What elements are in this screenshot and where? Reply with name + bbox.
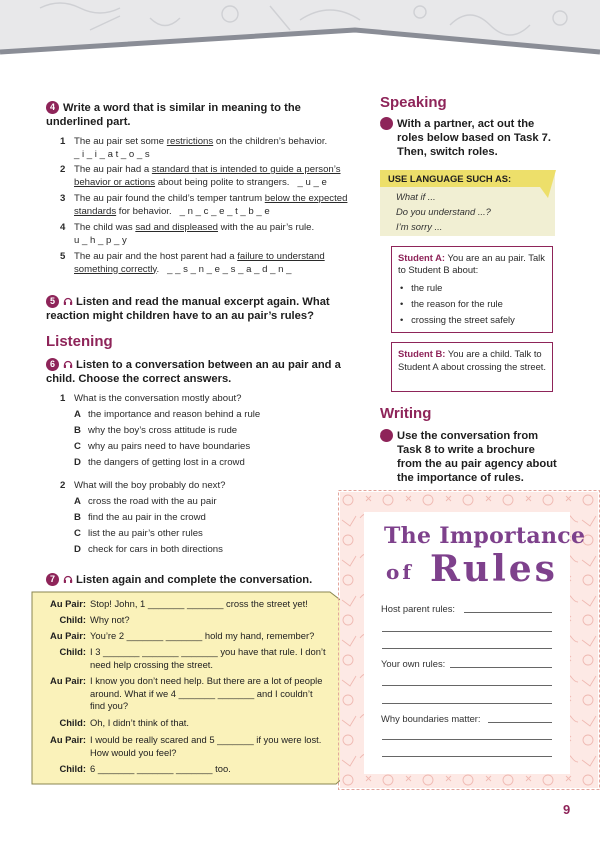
task-5-title: [46, 295, 346, 323]
boundaries-label: Why boundaries matter:: [381, 713, 481, 724]
task-8-number: 8: [380, 117, 393, 130]
page-number: 9: [563, 802, 571, 817]
q1-option-b[interactable]: B why the boy’s cross attitude is rude: [74, 425, 238, 436]
task-4-title: [46, 101, 346, 129]
host-parent-rules-line-3[interactable]: [382, 648, 552, 649]
phrase-1: What if ...: [396, 191, 436, 202]
task-7-title: [46, 573, 346, 587]
task-7-instruction: Listen again and complete the conversation.: [76, 574, 313, 586]
answer-hint: _ u _ e: [297, 176, 327, 188]
listening-heading: Listening: [46, 333, 113, 350]
language-box-arrow: [540, 170, 556, 200]
task-4-item-2: 2 The au pair had a standard that is intended to guide a person’s behavior or actions about being polite to strangers. _ u _ e: [60, 164, 341, 188]
task-4-item-1: 1 The au pair set some restrictions on the children’s behavior. _ i _ i _ a t _ o _ s: [60, 136, 328, 160]
own-rules-line-1[interactable]: [450, 667, 552, 668]
phrase-3: I’m sorry ...: [396, 221, 443, 232]
student-a-bullet-3: • crossing the street safely: [400, 314, 515, 325]
answer-hint: _ i _ i _ a t _ o _ s: [74, 148, 150, 160]
student-a-bullet-1: • the rule: [400, 282, 443, 293]
host-parent-rules-label: Host parent rules:: [381, 603, 455, 614]
host-parent-rules-line-1[interactable]: [464, 612, 552, 613]
own-rules-label: Your own rules:: [381, 658, 446, 669]
boundaries-line-3[interactable]: [382, 756, 552, 757]
q2-option-c[interactable]: C list the au pair’s other rules: [74, 528, 203, 539]
brochure-title-line-1: The Importance: [384, 523, 586, 549]
language-box-title: USE LANGUAGE SUCH AS:: [388, 173, 512, 184]
headphones-icon: [63, 574, 73, 584]
task-9-instruction: Use the conversation from Task 8 to write a brochure from the au pair agency about the importance of rules.: [397, 430, 557, 484]
header-banner: [0, 0, 600, 62]
task-5-instruction: Listen and read the manual excerpt again. What reaction might children have to an au pair’s rules?: [46, 296, 330, 322]
question-2: 2 What will the boy probably do next?: [60, 480, 226, 491]
q2-option-d[interactable]: D check for cars in both directions: [74, 544, 223, 555]
speaking-heading: Speaking: [380, 94, 447, 111]
task-7-number: 7: [46, 573, 59, 586]
q2-option-a[interactable]: A cross the road with the au pair: [74, 496, 217, 507]
boundaries-line-1[interactable]: [488, 722, 552, 723]
task-4-number: 4: [46, 101, 59, 114]
student-b-text: Student B: You are a child. Talk to Student A about crossing the street.: [398, 348, 547, 372]
task-5-number: 5: [46, 295, 59, 308]
task-8-instruction: With a partner, act out the roles below based on Task 7. Then, switch roles.: [397, 118, 551, 158]
task-6-number: 6: [46, 358, 59, 371]
own-rules-line-3[interactable]: [382, 703, 552, 704]
q2-option-b[interactable]: B find the au pair in the crowd: [74, 512, 206, 523]
q1-option-c[interactable]: C why au pairs need to have boundaries: [74, 441, 251, 452]
answer-hint: u _ h _ p _ y: [74, 234, 127, 246]
answer-hint: _ _ s _ n _ e _ s _ a _ d _ n _: [167, 263, 292, 275]
boundaries-line-2[interactable]: [382, 739, 552, 740]
task-8-title: [375, 117, 560, 159]
task-6-instruction: Listen to a conversation between an au pair and a child. Choose the correct answers.: [46, 359, 341, 385]
task-9-title: [375, 429, 560, 485]
brochure-title-rules: Rules: [430, 548, 558, 590]
question-1: 1 What is the conversation mostly about?: [60, 393, 242, 404]
own-rules-line-2[interactable]: [382, 685, 552, 686]
task-4-instruction: Write a word that is similar in meaning to the underlined part.: [46, 102, 301, 128]
answer-hint: _ n _ c _ e _ t _ b _ e: [179, 205, 270, 217]
writing-heading: Writing: [380, 405, 432, 422]
phrase-2: Do you understand ...?: [396, 206, 491, 217]
q1-option-d[interactable]: D the dangers of getting lost in a crowd: [74, 457, 245, 468]
student-a-text: Student A: You are an au pair. Talk to Student B about:: [398, 252, 545, 275]
headphones-icon: [63, 359, 73, 369]
task-4-item-4: 4 The child was sad and displeased with the au pair’s rule. u _ h _ p _ y: [60, 222, 315, 246]
brochure-title-of: of: [386, 560, 414, 584]
student-a-bullet-2: • the reason for the rule: [400, 298, 503, 309]
task-9-number: 9: [380, 429, 393, 442]
task-4-item-5: 5 The au pair and the host parent had a failure to understand something correctly. _ _ s _ n _ e _ s _ a _ d _ n _: [60, 251, 325, 275]
task-6-title: [46, 358, 346, 386]
host-parent-rules-line-2[interactable]: [382, 631, 552, 632]
q1-option-a[interactable]: A the importance and reason behind a rule: [74, 409, 261, 420]
headphones-icon: [63, 296, 73, 306]
task-4-item-3: 3 The au pair found the child’s temper tantrum below the expected standards for behavior. _ n _ c _ e _ t _ b _ e: [60, 193, 348, 217]
